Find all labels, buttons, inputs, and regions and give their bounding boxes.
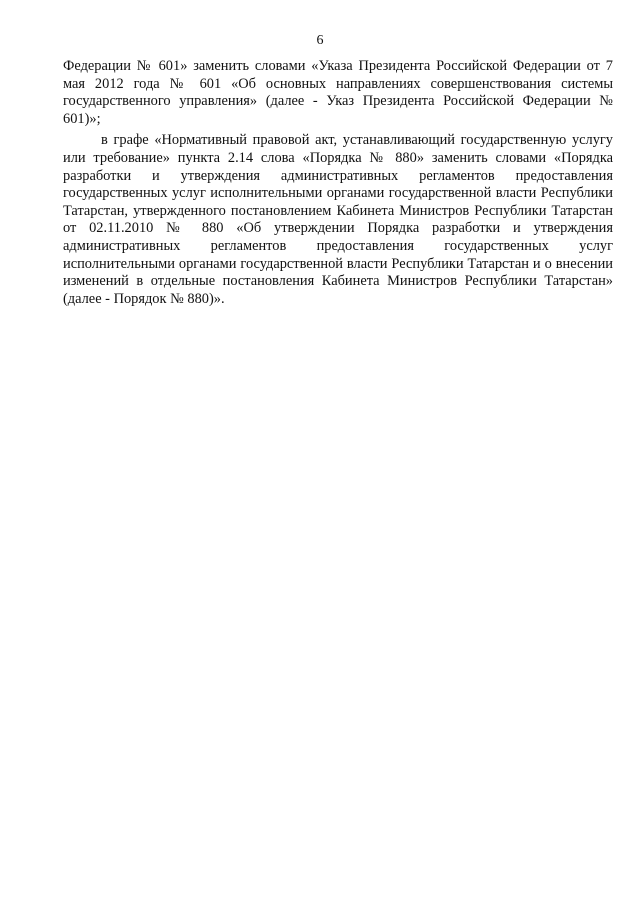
document-body xyxy=(63,58,613,308)
page-number: 6 xyxy=(316,33,324,48)
paragraph-continuation: Федерации № 601» заменить словами «Указа Президента Российской Федерации от 7 мая 2012 года № 601 «Об основных направлениях совершенствования системы государственного управления» (далее - Указ Президента Российской Федерации № 601)»; xyxy=(63,58,613,127)
paragraph-amendment: в графе «Нормативный правовой акт, устанавливающий государственную услугу или требование» пункта 2.14 слова «Порядка № 880» заменить словами «Порядка разработки и утверждения административных регламентов предоставления государственных услуг исполнительными органами государственной власти Республики Татарстан, утвержденного постановлением Кабинета Министров Республики Татарстан от 02.11.2010 № 880 «Об утверждении Порядка разработки и утверждения административных регламентов предоставления государственных услуг исполнительными органами государственной власти Республики Татарстан и о внесении изменений в отдельные постановления Кабинета Министров Республики Татарстан» (далее - Порядок № 880)». xyxy=(63,132,613,307)
